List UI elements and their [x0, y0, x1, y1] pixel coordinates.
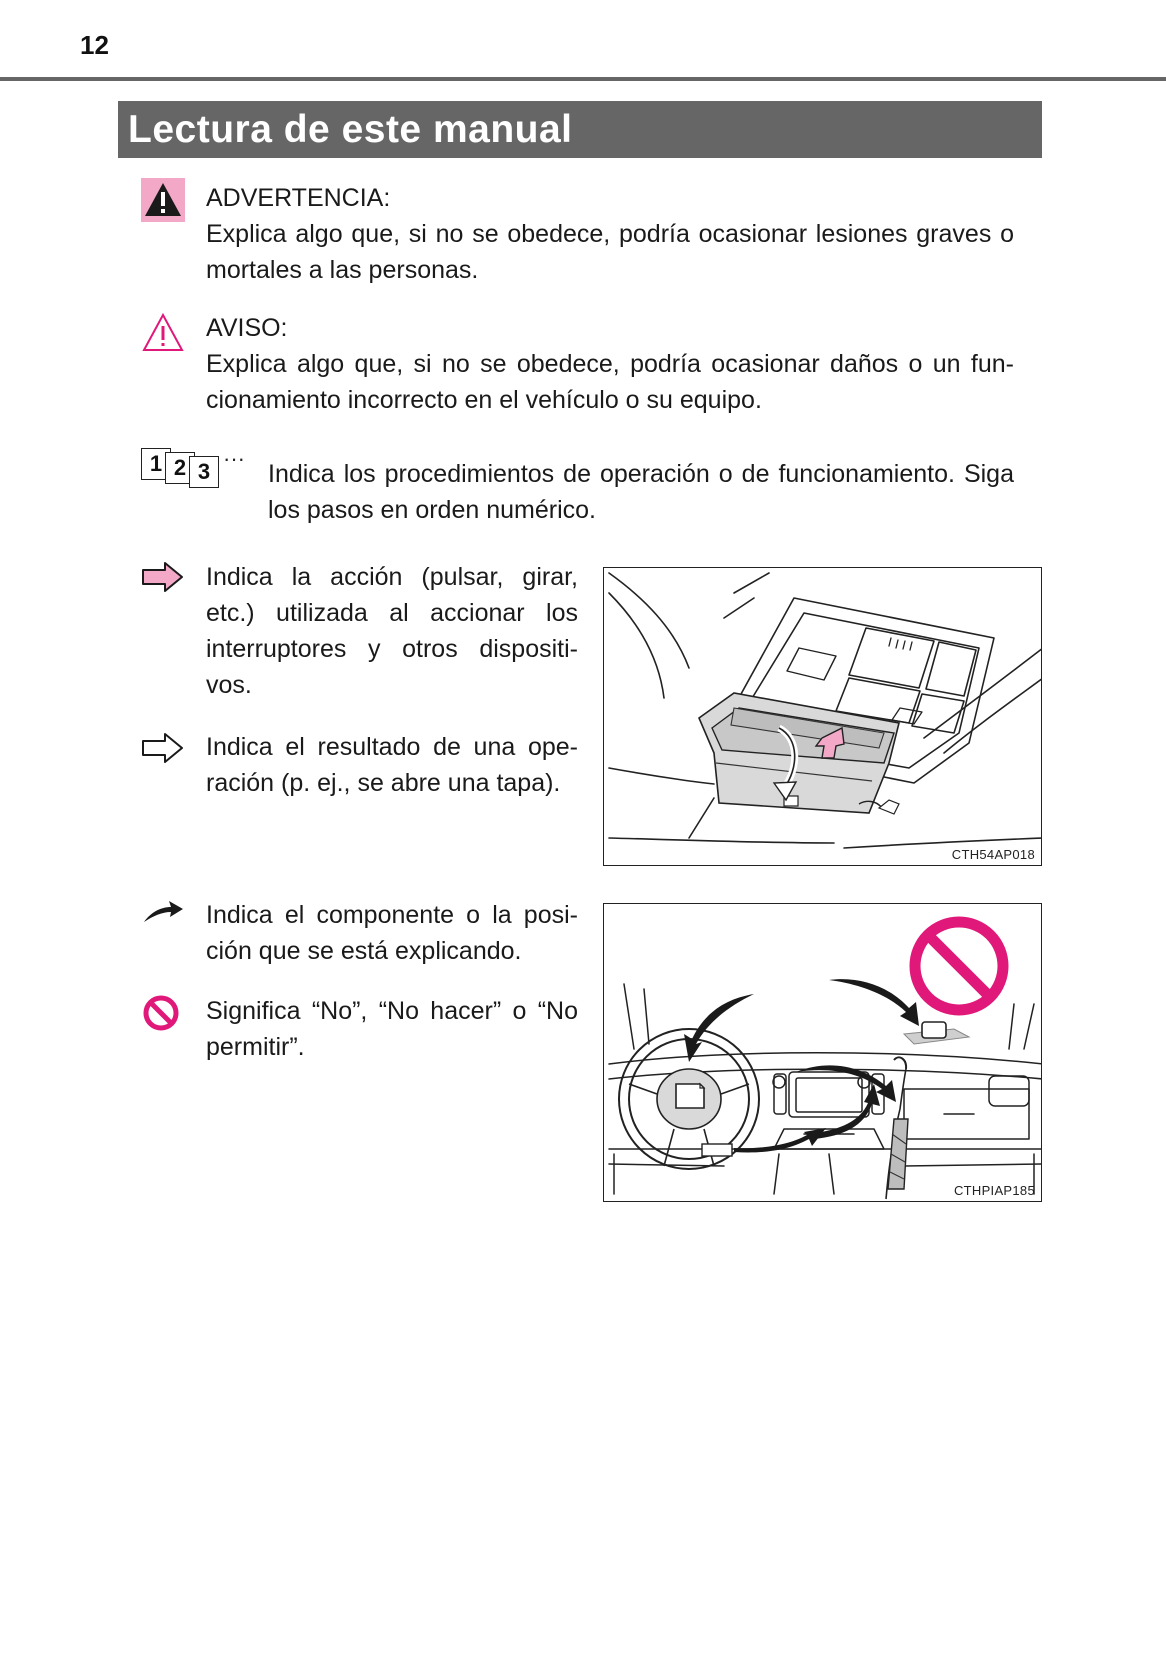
page-number: 12 — [80, 30, 109, 60]
warning-icon — [141, 178, 185, 222]
header-rule — [0, 77, 1166, 81]
overhead-console-illustration — [604, 568, 1042, 866]
section-title: Lectura de este manual — [118, 101, 1042, 158]
prohibited-text: Significa “No”, “No hacer” o “No permitir”. — [206, 997, 578, 1061]
figure-code: CTH54AP018 — [951, 847, 1035, 862]
notice-heading: AVISO: — [206, 314, 288, 342]
dashboard-illustration — [604, 904, 1042, 1202]
notice-text: Explica algo que, si no se obedece, podría ocasionar daños o un fun-cionamiento incorrecto en el vehículo o su equipo. — [206, 350, 1014, 414]
result-text: Indica el resultado de una ope-ración (p. ej., se abre una tapa). — [206, 733, 578, 797]
steps-text: Indica los procedimientos de operación o de funcionamiento. Siga los pasos en orden numérico. — [268, 460, 1014, 524]
action-arrow-icon — [141, 560, 185, 594]
warning-text: Explica algo que, si no se obedece, podría ocasionar lesiones graves o mortales a las personas. — [206, 220, 1014, 284]
result-arrow-icon — [141, 731, 185, 765]
component-text: Indica el componente o la posi-ción que se está explicando. — [206, 901, 578, 965]
overhead-console-figure — [603, 567, 1042, 866]
pointer-arrow-icon — [141, 898, 185, 926]
warning-heading: ADVERTENCIA: — [206, 184, 391, 212]
step-number: 3 — [189, 456, 219, 488]
dashboard-figure — [603, 903, 1042, 1202]
prohibited-icon — [142, 994, 180, 1032]
step-number: 2 — [165, 452, 195, 484]
action-text: Indica la acción (pulsar, girar, etc.) utilizada al accionar los interruptores y otros dispositi-vos. — [206, 563, 578, 699]
steps-icon — [141, 448, 261, 492]
steps-ellipsis: ··· — [223, 446, 245, 471]
step-number: 1 — [141, 448, 171, 480]
figure-code: CTHPIAP185 — [953, 1183, 1035, 1198]
caution-icon — [141, 312, 185, 354]
